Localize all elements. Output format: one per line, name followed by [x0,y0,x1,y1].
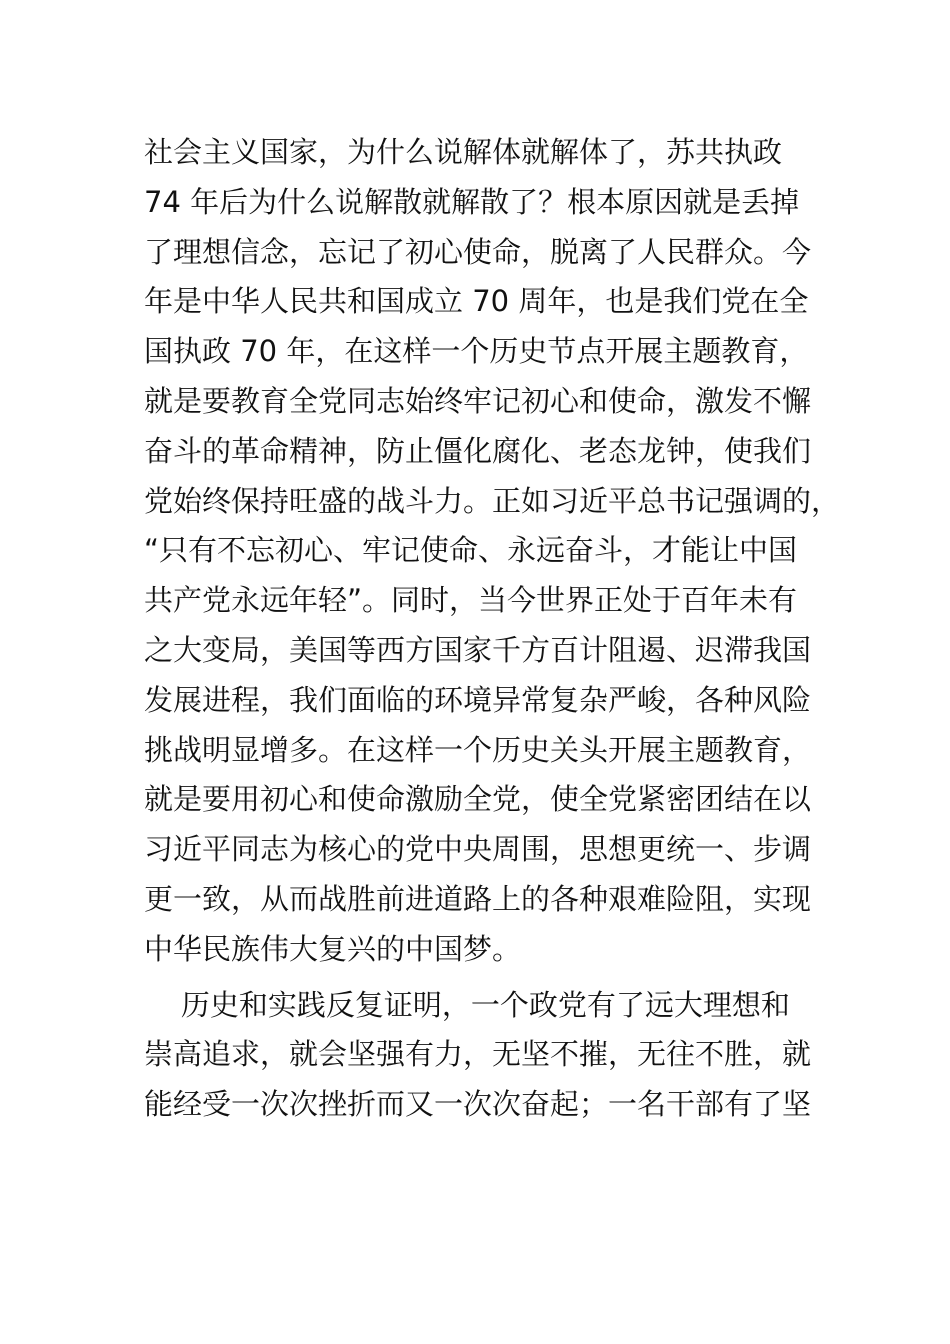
body-text [144,128,841,1130]
text-line: 之大变局，美国等西方国家千方百计阻遏、迟滞我国 [144,632,812,667]
text-line: 挑战明显增多。在这样一个历史关头开展主题教育， [144,732,812,767]
text-line: 党始终保持旺盛的战斗力。正如习近平总书记强调的， [144,483,841,518]
paragraph-2 [144,981,834,1130]
text-line: “只有不忘初心、牢记使命、永远奋斗，才能让中国 [144,533,798,568]
text-line: 就是要用初心和使命激励全党，使全党紧密团结在以 [144,782,812,817]
text-line: 74 年后为什么说解散就解散了？根本原因就是丢掉 [144,184,800,219]
text-line: 历史和实践反复证明，一个政党有了远大理想和 [144,987,790,1022]
text-line: 中华民族伟大复兴的中国梦。 [144,931,522,966]
text-line: 崇高追求，就会坚强有力，无坚不摧，无往不胜，就 [144,1037,812,1072]
text-line: 更一致，从而战胜前进道路上的各种艰难险阻，实现 [144,881,812,916]
text-line: 国执政 70 年，在这样一个历史节点开展主题教育， [144,334,809,369]
text-line: 共产党永远年轻”。同时，当今世界正处于百年未有 [144,583,798,618]
text-line: 就是要教育全党同志始终牢记初心和使命，激发不懈 [144,383,812,418]
text-line: 能经受一次次挫折而又一次次奋起；一名干部有了坚 [144,1087,812,1122]
text-line: 发展进程，我们面临的环境异常复杂严峻，各种风险 [144,682,812,717]
text-line: 社会主义国家，为什么说解体就解体了，苏共执政 [144,135,783,169]
text-line: 习近平同志为核心的党中央周围，思想更统一、步调 [144,832,812,867]
text-line: 了理想信念，忘记了初心使命，脱离了人民群众。今 [144,234,812,269]
text-line: 年是中华人民共和国成立 70 周年，也是我们党在全 [144,284,809,319]
text-line: 奋斗的革命精神，防止僵化腐化、老态龙钟，使我们 [144,433,812,468]
paragraph-1 [144,128,841,975]
